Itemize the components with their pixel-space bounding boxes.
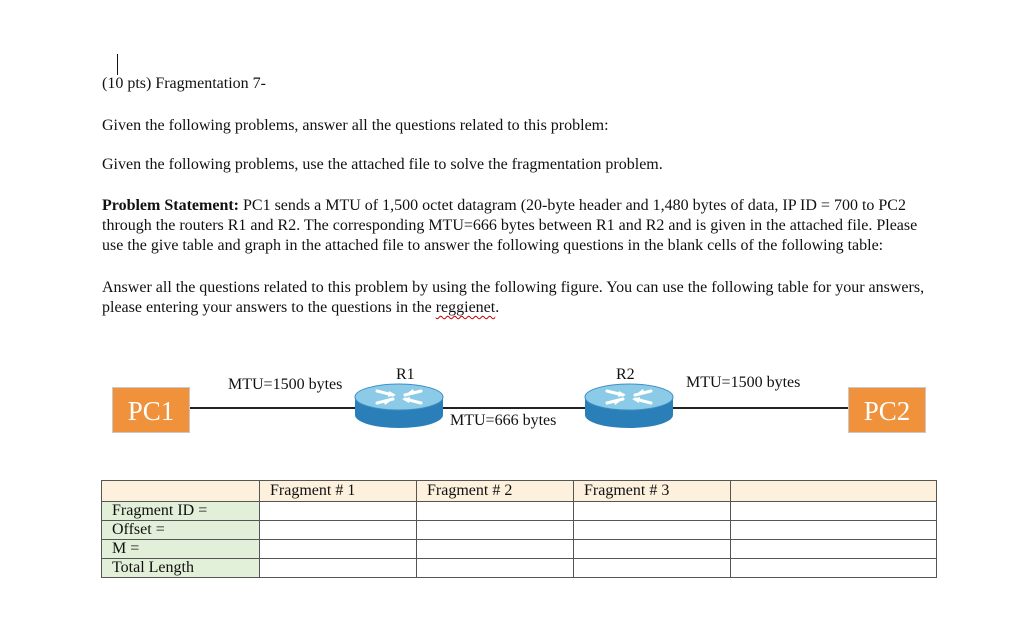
problem-statement-label: Problem Statement:	[102, 197, 239, 214]
router-r2-label: R2	[616, 366, 635, 383]
table-header-cell: Fragment # 1	[260, 481, 417, 502]
instruction-line-1: Given the following problems, answer all the questions related to this problem:	[102, 117, 609, 134]
row-label-fragment-id: Fragment ID =	[102, 502, 260, 521]
answer-cell[interactable]	[731, 540, 937, 559]
table-header-cell: Fragment # 2	[417, 481, 574, 502]
text-cursor	[117, 54, 118, 75]
answer-instruction-text: Answer all the questions related to this problem by using the following figure. You can use the following table for your answers, please entering your answers to the questions in the	[102, 279, 925, 316]
answer-instruction	[102, 278, 932, 318]
answer-cell[interactable]	[417, 521, 574, 540]
link-r1-r2	[430, 407, 600, 409]
question-title: (10 pts) Fragmentation 7-	[102, 75, 266, 92]
answer-cell[interactable]	[731, 521, 937, 540]
answer-cell[interactable]	[260, 559, 417, 578]
table-row	[102, 540, 937, 559]
instruction-line-2: Given the following problems, use the attached file to solve the fragmentation problem.	[102, 156, 663, 173]
link-pc1-r1	[190, 407, 370, 409]
row-label-total-length: Total Length	[102, 559, 260, 578]
table-row	[102, 559, 937, 578]
table-header-cell: Fragment # 3	[574, 481, 731, 502]
router-r1-icon	[353, 383, 445, 433]
problem-statement	[102, 196, 932, 256]
answer-cell[interactable]	[260, 540, 417, 559]
router-r2-icon	[583, 383, 675, 433]
answer-cell[interactable]	[417, 559, 574, 578]
answer-instruction-end: .	[495, 299, 500, 316]
pc2-box: PC2	[848, 387, 926, 433]
answer-cell[interactable]	[574, 559, 731, 578]
mtu-right-label: MTU=1500 bytes	[686, 374, 801, 391]
row-label-offset: Offset =	[102, 521, 260, 540]
answer-cell[interactable]	[574, 521, 731, 540]
table-header-cell	[731, 481, 937, 502]
link-r2-pc2	[660, 407, 848, 409]
mtu-middle-label: MTU=666 bytes	[450, 412, 557, 429]
problem-statement-text: PC1 sends a MTU of 1,500 octet datagram (20-byte header and 1,480 bytes of data, IP ID = 700 to PC2 through the routers R1 and R2. The corresponding MTU=666 bytes between R1 and R2 and is given in the attached file. Please use the give table and graph in the attached file to answer the following questions in the blank cells of the following table:	[102, 197, 918, 254]
answer-cell[interactable]	[731, 502, 937, 521]
table-header-row	[102, 481, 937, 502]
answer-cell[interactable]	[260, 502, 417, 521]
table-row	[102, 521, 937, 540]
router-r1-label: R1	[396, 366, 415, 383]
answer-cell[interactable]	[574, 540, 731, 559]
fragment-table	[101, 480, 937, 578]
table-row	[102, 502, 937, 521]
misspelled-word: reggienet	[435, 299, 496, 316]
pc1-box: PC1	[112, 387, 190, 433]
answer-cell[interactable]	[260, 521, 417, 540]
answer-cell[interactable]	[417, 540, 574, 559]
row-label-m: M =	[102, 540, 260, 559]
table-header-cell	[102, 481, 260, 502]
answer-cell[interactable]	[731, 559, 937, 578]
answer-cell[interactable]	[574, 502, 731, 521]
answer-cell[interactable]	[417, 502, 574, 521]
mtu-left-label: MTU=1500 bytes	[228, 376, 343, 393]
